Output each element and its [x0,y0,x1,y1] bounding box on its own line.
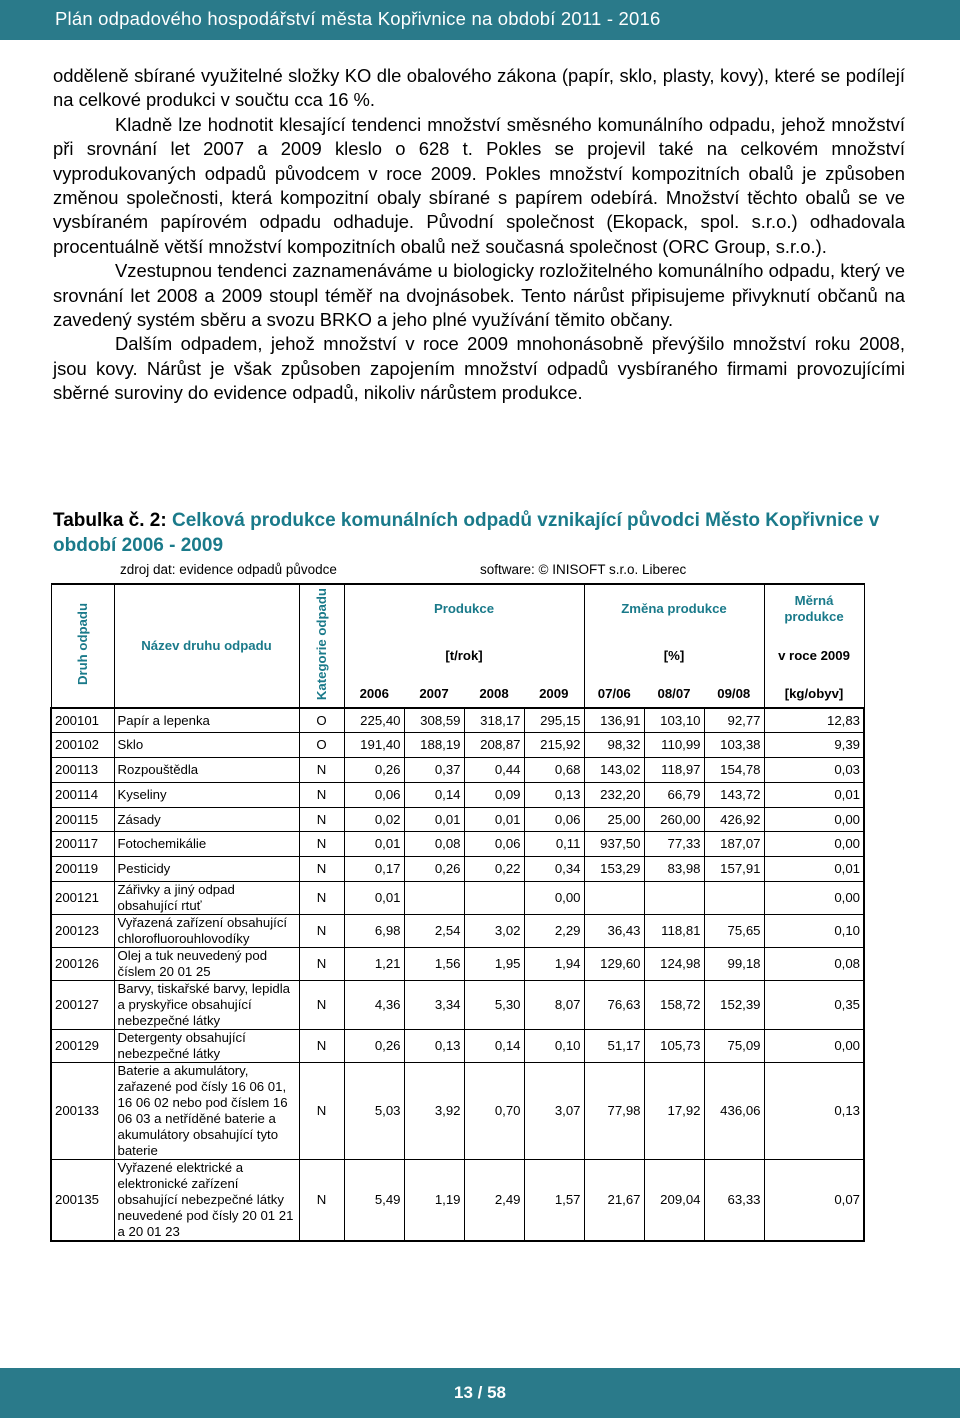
production-cell: 5,49 [344,1160,404,1242]
category-cell: N [299,915,344,948]
production-cell: 1,95 [464,948,524,981]
table-row [51,882,864,915]
production-cell: 1,57 [524,1160,584,1242]
waste-name-cell: Kyseliny [114,782,299,807]
table-row [51,807,864,832]
change-cell: 92,77 [704,708,764,733]
waste-name-cell: Barvy, tiskařské barvy, lepidla a pryskyřice obsahující nebezpečné látky [114,981,299,1030]
waste-code-cell: 200102 [51,733,114,758]
change-cell: 136,91 [584,708,644,733]
specific-production-cell: 0,08 [764,948,864,981]
production-cell: 1,21 [344,948,404,981]
production-cell: 0,26 [344,758,404,783]
specific-production-cell: 0,01 [764,857,864,882]
production-cell: 4,36 [344,981,404,1030]
change-cell [644,882,704,915]
change-cell [704,882,764,915]
waste-code-cell: 200101 [51,708,114,733]
production-cell: 208,87 [464,733,524,758]
waste-code-cell: 200117 [51,832,114,857]
category-cell: N [299,1063,344,1160]
production-cell: 5,03 [344,1063,404,1160]
table-row [51,782,864,807]
caption-prefix: Tabulka č. 2: [53,510,172,531]
production-cell: 0,26 [404,857,464,882]
waste-code-cell: 200135 [51,1160,114,1242]
table-row [51,832,864,857]
waste-code-cell: 200121 [51,882,114,915]
header-nazev: Název druhu odpadu [114,584,299,708]
change-cell: 51,17 [584,1030,644,1063]
production-cell: 0,14 [464,1030,524,1063]
category-cell: N [299,948,344,981]
production-cell: 0,68 [524,758,584,783]
production-cell: 0,01 [404,807,464,832]
table-row [51,915,864,948]
specific-production-cell: 12,83 [764,708,864,733]
specific-production-cell: 0,00 [764,1030,864,1063]
table-row [51,948,864,981]
production-cell: 225,40 [344,708,404,733]
header-druh: Druh odpadu [51,584,114,708]
category-cell: N [299,981,344,1030]
change-cell: 17,92 [644,1063,704,1160]
waste-name-cell: Rozpouštědla [114,758,299,783]
year-header: 2009 [524,680,584,708]
production-cell [404,882,464,915]
year-header: 2008 [464,680,524,708]
category-cell: O [299,733,344,758]
production-cell: 0,44 [464,758,524,783]
category-cell: N [299,782,344,807]
change-cell: 157,91 [704,857,764,882]
specific-production-cell: 0,00 [764,882,864,915]
waste-code-cell: 200123 [51,915,114,948]
change-cell: 36,43 [584,915,644,948]
change-cell: 103,10 [644,708,704,733]
change-cell: 158,72 [644,981,704,1030]
production-cell: 295,15 [524,708,584,733]
production-cell: 215,92 [524,733,584,758]
production-cell: 0,70 [464,1063,524,1160]
document-title: Plán odpadového hospodářství města Kopřivnice na období 2011 - 2016 [55,8,661,29]
category-cell: N [299,832,344,857]
waste-name-cell: Pesticidy [114,857,299,882]
waste-name-cell: Sklo [114,733,299,758]
waste-name-cell: Baterie a akumulátory, zařazené pod čísly 16 06 01, 16 06 02 nebo pod číslem 16 06 03 a netříděné baterie a akumulátory obsahující tyto baterie [114,1063,299,1160]
production-cell: 0,02 [344,807,404,832]
change-cell: 153,29 [584,857,644,882]
waste-code-cell: 200113 [51,758,114,783]
change-cell: 232,20 [584,782,644,807]
header-produkce: Produkce [344,584,584,632]
waste-code-cell: 200129 [51,1030,114,1063]
change-cell: 105,73 [644,1030,704,1063]
header-produkce-unit: [t/rok] [344,632,584,680]
change-header: 07/06 [584,680,644,708]
page-number: 13 / 58 [454,1383,506,1402]
change-cell: 436,06 [704,1063,764,1160]
change-cell: 124,98 [644,948,704,981]
waste-code-cell: 200119 [51,857,114,882]
change-cell: 129,60 [584,948,644,981]
change-cell: 21,67 [584,1160,644,1242]
change-cell: 66,79 [644,782,704,807]
change-cell [584,882,644,915]
waste-code-cell: 200115 [51,807,114,832]
category-cell: N [299,1030,344,1063]
body-text [53,64,905,406]
production-cell: 0,06 [464,832,524,857]
waste-name-cell: Zásady [114,807,299,832]
production-cell: 1,56 [404,948,464,981]
production-cell: 0,06 [344,782,404,807]
change-cell: 118,81 [644,915,704,948]
paragraph: Dalším odpadem, jehož množství v roce 2009 mnohonásobně převýšilo množství roku 2008, jsou kovy. Nárůst je však způsoben zapojením množství odpadů vysbíraného firmami provozujícími sběrné suroviny do evidence odpadů, nikoliv nárůstem produkce. [53,333,905,404]
table-row [51,981,864,1030]
production-cell: 1,94 [524,948,584,981]
paragraph: Vzestupnou tendenci zaznamenáváme u biologicky rozložitelného komunálního odpadu, který ve srovnání let 2008 a 2009 stoupl téměř na dvojnásobek. Tento nárůst připisujeme přivyknutí občanů na zavedený systém sběru a svozu BRKO a jeho plné využívání těmito občany. [53,260,905,331]
category-cell: N [299,857,344,882]
table-row [51,1160,864,1242]
production-cell: 2,29 [524,915,584,948]
specific-production-cell: 0,10 [764,915,864,948]
change-cell: 75,65 [704,915,764,948]
change-cell: 83,98 [644,857,704,882]
table-row [51,758,864,783]
table-row [51,1063,864,1160]
production-cell: 0,01 [344,832,404,857]
production-cell: 0,17 [344,857,404,882]
production-cell: 0,13 [524,782,584,807]
production-cell: 0,26 [344,1030,404,1063]
waste-production-table [50,583,865,1242]
category-cell: N [299,882,344,915]
production-cell: 0,34 [524,857,584,882]
production-cell: 5,30 [464,981,524,1030]
paragraph: odděleně sbírané využitelné složky KO dle obalového zákona (papír, sklo, plasty, kovy), které se podílejí na celkové produkci v součtu cca 16 %. [53,65,905,111]
change-cell: 152,39 [704,981,764,1030]
waste-name-cell: Vyřazené elektrické a elektronické zařízení obsahující nebezpečné látky neuvedené pod čísly 20 01 21 a 20 01 23 [114,1160,299,1242]
waste-code-cell: 200127 [51,981,114,1030]
change-cell: 98,32 [584,733,644,758]
change-cell: 426,92 [704,807,764,832]
production-cell: 1,19 [404,1160,464,1242]
change-cell: 103,38 [704,733,764,758]
production-cell: 318,17 [464,708,524,733]
specific-production-cell: 0,01 [764,782,864,807]
production-cell [464,882,524,915]
change-cell: 260,00 [644,807,704,832]
production-cell: 0,09 [464,782,524,807]
waste-name-cell: Olej a tuk neuvedený pod číslem 20 01 25 [114,948,299,981]
change-cell: 143,02 [584,758,644,783]
header-zmena-unit: [%] [584,632,764,680]
production-cell: 0,37 [404,758,464,783]
waste-name-cell: Zářivky a jiný odpad obsahující rtuť [114,882,299,915]
waste-code-cell: 200126 [51,948,114,981]
change-cell: 187,07 [704,832,764,857]
category-cell: N [299,758,344,783]
paragraph: Kladně lze hodnotit klesající tendenci množství směsného komunálního odpadu, jehož množství při srovnání let 2007 a 2009 kleslo o 628 t. Pokles se projevil také na celkovém množství vyprodukovaných odpadů původcem v roce 2009. Pokles množství kompozitních obalů je způsoben změnou společnosti, která kompozitní obaly sbírané s papírem odebírá. Množství těchto obalů se ve vysbíraném papírovém odpadu odhaduje. Původní společnost (Ekopack, spol. s.r.o.) odhadovala procentuálně větší množství kompozitních obalů než současná společnost (ORC Group, s.r.o.). [53,113,905,257]
waste-name-cell: Detergenty obsahující nebezpečné látky [114,1030,299,1063]
change-header: 09/08 [704,680,764,708]
change-cell: 25,00 [584,807,644,832]
caption-text: Celková produkce komunálních odpadů vznikající původci Město Kopřivnice v období 2006 - 2009 [53,510,880,556]
table-row [51,733,864,758]
production-cell: 0,00 [524,882,584,915]
specific-production-cell: 0,00 [764,832,864,857]
production-cell: 2,54 [404,915,464,948]
category-cell: O [299,708,344,733]
header-merna: Měrná produkce [764,584,864,632]
production-cell: 3,07 [524,1063,584,1160]
table-caption [53,508,913,558]
waste-name-cell: Fotochemikálie [114,832,299,857]
change-cell: 143,72 [704,782,764,807]
year-header: 2006 [344,680,404,708]
table-row [51,857,864,882]
data-source: zdroj dat: evidence odpadů původce [120,562,337,577]
production-cell: 0,06 [524,807,584,832]
software-credit: software: © INISOFT s.r.o. Liberec [480,562,687,577]
header-zmena: Změna produkce [584,584,764,632]
change-cell: 77,33 [644,832,704,857]
production-cell: 6,98 [344,915,404,948]
waste-name-cell: Papír a lepenka [114,708,299,733]
production-cell: 0,08 [404,832,464,857]
production-cell: 0,13 [404,1030,464,1063]
production-cell: 3,92 [404,1063,464,1160]
production-cell: 3,02 [464,915,524,948]
change-cell: 154,78 [704,758,764,783]
change-cell: 110,99 [644,733,704,758]
change-cell: 63,33 [704,1160,764,1242]
category-cell: N [299,807,344,832]
change-cell: 118,97 [644,758,704,783]
change-cell: 99,18 [704,948,764,981]
table-row [51,708,864,733]
waste-code-cell: 200114 [51,782,114,807]
production-cell: 8,07 [524,981,584,1030]
header-kategorie: Kategorie odpadu [299,584,344,708]
change-cell: 209,04 [644,1160,704,1242]
production-cell: 0,10 [524,1030,584,1063]
category-cell: N [299,1160,344,1242]
specific-production-cell: 0,13 [764,1063,864,1160]
change-cell: 937,50 [584,832,644,857]
production-cell: 2,49 [464,1160,524,1242]
production-cell: 0,01 [344,882,404,915]
specific-production-cell: 0,07 [764,1160,864,1242]
production-cell: 308,59 [404,708,464,733]
merna-unit-header: [kg/obyv] [764,680,864,708]
specific-production-cell: 9,39 [764,733,864,758]
specific-production-cell: 0,03 [764,758,864,783]
change-cell: 77,98 [584,1063,644,1160]
specific-production-cell: 0,00 [764,807,864,832]
waste-code-cell: 200133 [51,1063,114,1160]
change-header: 08/07 [644,680,704,708]
waste-name-cell: Vyřazená zařízení obsahující chlorofluorouhlovodíky [114,915,299,948]
table-row [51,1030,864,1063]
specific-production-cell: 0,35 [764,981,864,1030]
change-cell: 75,09 [704,1030,764,1063]
production-cell: 191,40 [344,733,404,758]
production-cell: 0,22 [464,857,524,882]
header-merna-sub: v roce 2009 [764,632,864,680]
year-header: 2007 [404,680,464,708]
production-cell: 0,14 [404,782,464,807]
production-cell: 0,11 [524,832,584,857]
change-cell: 76,63 [584,981,644,1030]
production-cell: 0,01 [464,807,524,832]
production-cell: 3,34 [404,981,464,1030]
production-cell: 188,19 [404,733,464,758]
